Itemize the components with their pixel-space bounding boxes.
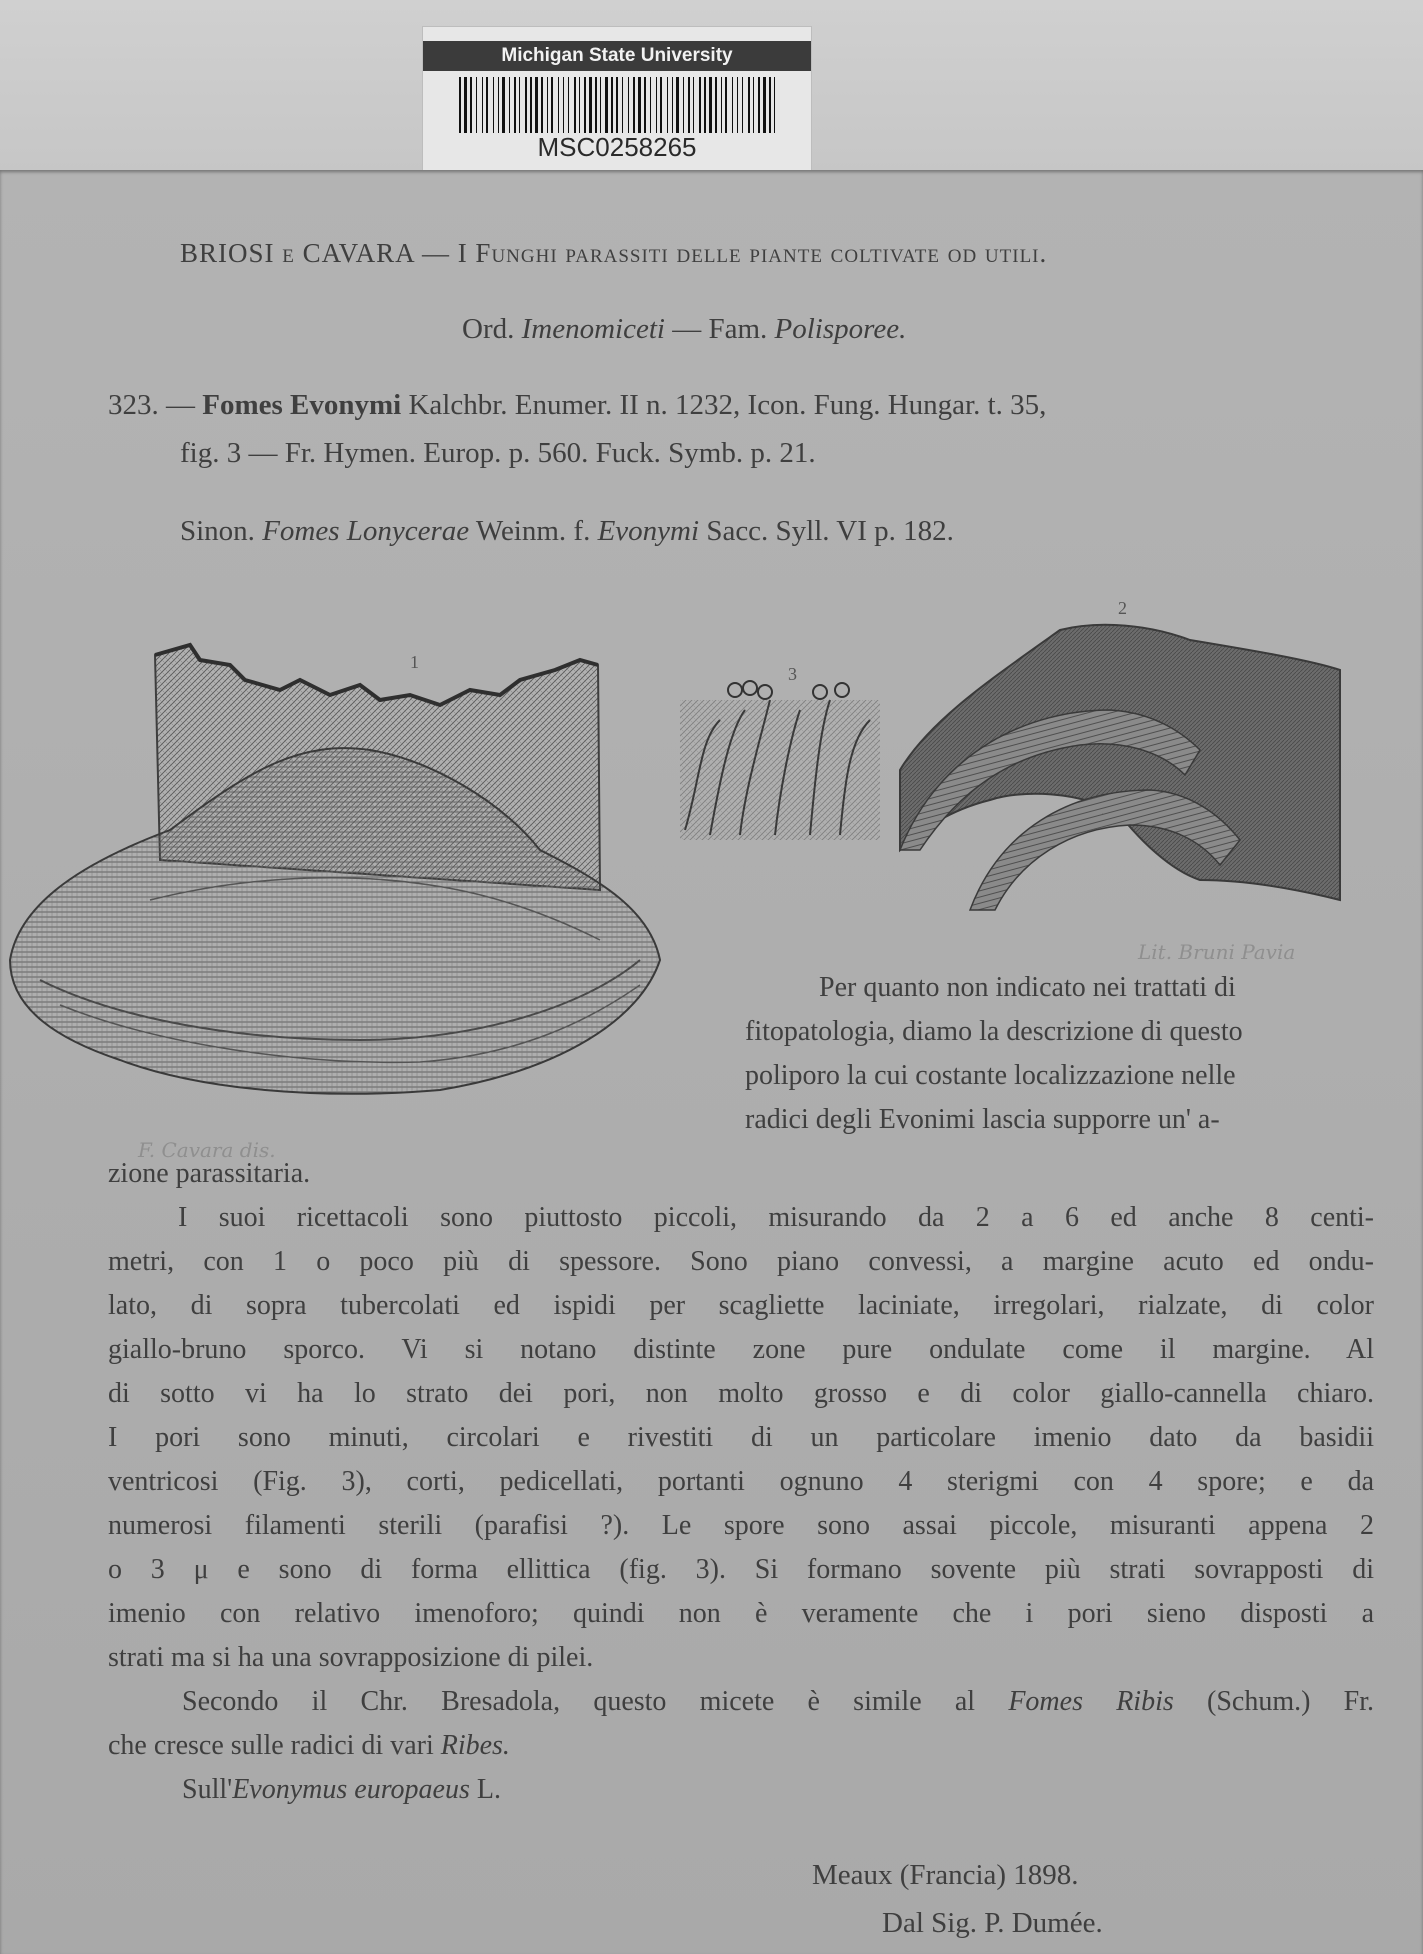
barcode-institution: Michigan State University bbox=[423, 41, 811, 71]
barcode-bar bbox=[579, 77, 580, 133]
bresadola-line-2 bbox=[108, 1730, 510, 1762]
header-dash: — bbox=[421, 238, 450, 268]
figure-1-number: 1 bbox=[410, 652, 419, 672]
barcode-bar bbox=[482, 77, 483, 133]
species-citation: Kalchbr. Enumer. II n. 1232, Icon. Fung. Hungar. t. 35, bbox=[408, 389, 1047, 421]
barcode-label bbox=[422, 26, 812, 174]
series-title: I Funghi parassiti delle piante coltivate od utili. bbox=[457, 238, 1048, 268]
host-name: Evonymus europaeus bbox=[232, 1774, 470, 1805]
fam-label: Fam. bbox=[708, 313, 768, 345]
ord-label: Ord. bbox=[462, 313, 515, 345]
ord-name: Imenomiceti bbox=[521, 313, 665, 345]
barcode-bar bbox=[748, 77, 750, 133]
barcode-bar bbox=[683, 77, 684, 133]
barcode-bar bbox=[541, 77, 543, 133]
figure-1-drawing bbox=[10, 645, 660, 1094]
author-cavara: CAVARA bbox=[302, 238, 415, 268]
barcode-bar bbox=[650, 77, 651, 133]
barcode-bar bbox=[699, 77, 701, 133]
barcode-bar bbox=[709, 77, 712, 133]
intro-paragraph bbox=[745, 966, 1375, 1142]
barcode-bar bbox=[732, 77, 733, 133]
species-number: 323. — bbox=[108, 389, 195, 421]
body-line: di sotto vi ha lo strato dei pori, non molto grosso e di color giallo-cannella chiaro. bbox=[108, 1378, 1374, 1409]
barcode-bar bbox=[470, 77, 472, 133]
barcode-bar bbox=[509, 77, 510, 133]
barcode-bar bbox=[742, 77, 743, 133]
barcode-number: MSC0258265 bbox=[537, 132, 697, 162]
bresadola-text: Secondo il Chr. Bresadola, questo micete è simile al bbox=[182, 1686, 976, 1717]
body-line: lato, di sopra tubercolati ed ispidi per scagliette laciniate, irregolari, rialzate, di color bbox=[108, 1290, 1374, 1321]
classification-line bbox=[462, 312, 906, 346]
barcode-bar bbox=[628, 77, 629, 133]
barcode-bar bbox=[563, 77, 564, 133]
barcode-bar bbox=[519, 77, 520, 133]
body-line: I suoi ricettacoli sono piuttosto piccoli, misurando da 2 a 6 ed anche 8 centi- bbox=[178, 1202, 1374, 1233]
bresadola-line bbox=[108, 1686, 1374, 1718]
barcode-bar bbox=[476, 77, 477, 133]
artist-signature: F. Cavara dis. bbox=[138, 1138, 276, 1162]
barcode-bar bbox=[725, 77, 727, 133]
barcode-bar bbox=[514, 77, 516, 133]
barcode-bar bbox=[493, 77, 494, 133]
figure-2-drawing bbox=[900, 625, 1340, 910]
barcode-bar bbox=[535, 77, 538, 133]
barcode-bar bbox=[574, 77, 576, 133]
synonym-variety: Evonymi bbox=[597, 515, 700, 547]
intro-line: radici degli Evonimi lascia supporre un' a- bbox=[745, 1104, 1220, 1135]
barcode-bar bbox=[502, 77, 505, 133]
barcode-bar bbox=[638, 77, 641, 133]
barcode-bar bbox=[688, 77, 690, 133]
barcode-bar bbox=[774, 77, 775, 133]
body-line: zione parassitaria. bbox=[108, 1158, 311, 1189]
barcode-bar bbox=[605, 77, 608, 133]
collector: Dal Sig. P. Dumée. bbox=[882, 1907, 1103, 1939]
barcode-bar bbox=[633, 77, 635, 133]
barcode-bar bbox=[753, 77, 754, 133]
series-header bbox=[180, 236, 1047, 270]
classification-dash: — bbox=[672, 313, 702, 345]
barcode-bar bbox=[656, 77, 657, 133]
barcode-bar bbox=[644, 77, 646, 133]
barcode-bar bbox=[525, 77, 527, 133]
barcode-bar bbox=[568, 77, 569, 133]
body-line: numerosi filamenti sterili (parafisi ?). Le spore sono assai piccole, misuranti appena 2 bbox=[108, 1510, 1374, 1541]
barcode-bar bbox=[611, 77, 613, 133]
bresadola-genus: Ribes. bbox=[440, 1730, 510, 1761]
barcode-bar bbox=[498, 77, 499, 133]
barcode-bar bbox=[589, 77, 592, 133]
barcode-bar bbox=[721, 77, 722, 133]
species-citation-continued: fig. 3 — Fr. Hymen. Europ. p. 560. Fuck. Symb. p. 21. bbox=[180, 437, 816, 469]
lithographer-signature: Lit. Bruni Pavia bbox=[1138, 940, 1296, 964]
author-briosi: BRIOSI bbox=[180, 238, 275, 268]
barcode-bar bbox=[584, 77, 586, 133]
barcode-bar bbox=[763, 77, 766, 133]
bresadola-species: Fomes Ribis bbox=[1008, 1686, 1174, 1717]
body-line: ventricosi (Fig. 3), corti, pedicellati, portanti ognuno 4 sterigmi con 4 spore; e da bbox=[108, 1466, 1374, 1497]
fam-name: Polisporee. bbox=[774, 313, 907, 345]
barcode-bars bbox=[457, 77, 777, 133]
synonym-name: Fomes Lonycerae bbox=[262, 515, 470, 547]
barcode-bar bbox=[676, 77, 679, 133]
barcode-bar bbox=[558, 77, 559, 133]
intro-line: poliporo la cui costante localizzazione nelle bbox=[745, 1060, 1236, 1091]
barcode-bar bbox=[551, 77, 553, 133]
barcode-bar bbox=[459, 77, 461, 133]
barcode-bar bbox=[667, 77, 668, 133]
barcode-bar bbox=[486, 77, 488, 133]
host-prefix: Sull' bbox=[182, 1774, 233, 1805]
barcode-bar bbox=[595, 77, 597, 133]
body-line: giallo-bruno sporco. Vi si notano distinte zone pure ondulate come il margine. Al bbox=[108, 1334, 1374, 1365]
barcode-bar bbox=[660, 77, 662, 133]
barcode-bar bbox=[758, 77, 760, 133]
barcode-bar bbox=[530, 77, 532, 133]
barcode-bar bbox=[704, 77, 706, 133]
intro-line: fitopatologia, diamo la descrizione di questo bbox=[745, 1016, 1243, 1047]
body-line: imenio con relativo imenoforo; quindi non è veramente che i pori sieno disposti a bbox=[108, 1598, 1374, 1629]
species-name: Fomes Evonymi bbox=[202, 389, 402, 421]
barcode-bar bbox=[622, 77, 623, 133]
barcode-bar bbox=[464, 77, 467, 133]
synonym-reference: Sacc. Syll. VI p. 182. bbox=[706, 515, 954, 547]
body-line: o 3 μ e sono di forma ellittica (fig. 3). Si formano sovente più strati sovrapposti di bbox=[108, 1554, 1374, 1585]
figure-3-drawing bbox=[680, 681, 880, 840]
body-line: strati ma si ha una sovrapposizione di pilei. bbox=[108, 1642, 594, 1673]
barcode-bar bbox=[600, 77, 601, 133]
barcode-bar bbox=[616, 77, 618, 133]
synonym-label: Sinon. bbox=[180, 515, 255, 547]
host-author: L. bbox=[476, 1774, 501, 1805]
figure-3-number: 3 bbox=[788, 664, 797, 684]
bresadola-text-2: che cresce sulle radici di vari bbox=[108, 1730, 434, 1761]
host-line bbox=[182, 1774, 501, 1806]
barcode-bar bbox=[547, 77, 548, 133]
barcode-bar bbox=[737, 77, 738, 133]
locality: Meaux (Francia) 1898. bbox=[812, 1859, 1079, 1891]
barcode-bar bbox=[672, 77, 673, 133]
author-conjunction: e bbox=[282, 238, 295, 268]
intro-line: Per quanto non indicato nei trattati di bbox=[819, 972, 1236, 1003]
barcode-bar bbox=[693, 77, 694, 133]
body-line: metri, con 1 o poco più di spessore. Sono piano convessi, a margine acuto ed ondu- bbox=[108, 1246, 1374, 1277]
figure-2-number: 2 bbox=[1118, 600, 1127, 618]
synonym-line bbox=[180, 514, 954, 548]
barcode-bar bbox=[769, 77, 771, 133]
synonym-author: Weinm. f. bbox=[475, 515, 591, 547]
species-line bbox=[108, 388, 1046, 422]
bresadola-author: (Schum.) Fr. bbox=[1207, 1686, 1375, 1717]
body-line: I pori sono minuti, circolari e rivestiti di un particolare imenio dato da basidii bbox=[108, 1422, 1374, 1453]
barcode-bar bbox=[715, 77, 717, 133]
